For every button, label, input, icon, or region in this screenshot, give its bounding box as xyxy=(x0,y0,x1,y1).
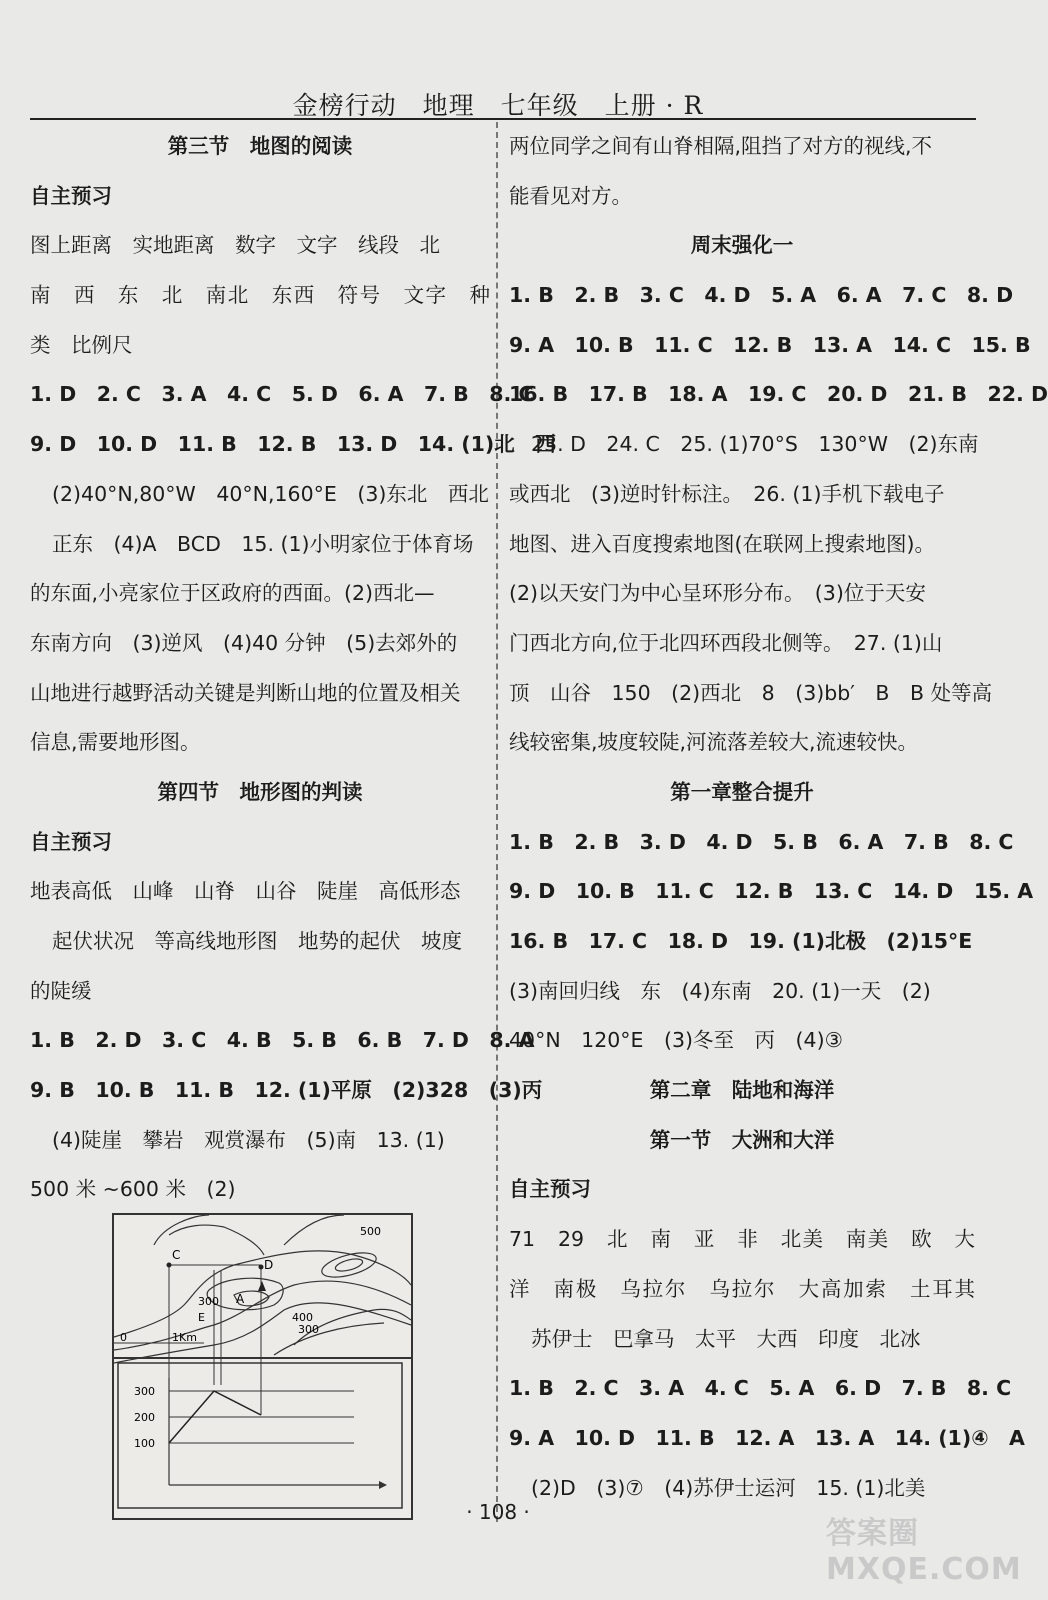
left-column xyxy=(30,122,556,1215)
section-heading: 第三节 地图的阅读 xyxy=(167,134,353,158)
answer-line: (3)南回归线 东 (4)东南 20. (1)一天 (2) xyxy=(509,978,931,1003)
answer-line: 东南方向 (3)逆风 (4)40 分钟 (5)去郊外的 xyxy=(30,630,458,655)
answer-line: (2)D (3)⑦ (4)苏伊士运河 15. (1)北美 xyxy=(531,1475,926,1500)
label-c: C xyxy=(172,1248,181,1262)
section-heading: 第二章 陆地和海洋 xyxy=(649,1078,835,1103)
label-e: E xyxy=(198,1311,205,1324)
answer-line: 1. B 2. C 3. A 4. C 5. A 6. D 7. B 8. C xyxy=(509,1376,1012,1401)
label-contour-300-a: 300 xyxy=(198,1295,219,1308)
contour-line xyxy=(114,1281,411,1350)
contour-line xyxy=(169,1225,264,1255)
contour-line xyxy=(284,1215,344,1245)
header-rule xyxy=(30,118,976,120)
contour-500-inner xyxy=(334,1257,364,1274)
answer-line: 16. B 17. B 18. A 19. C 20. D 21. B 22. D xyxy=(509,382,1048,407)
subsection-heading: 自主预习 xyxy=(30,183,112,208)
profile-tick-300: 300 xyxy=(134,1385,155,1398)
answer-line: 23. D 24. C 25. (1)70°S 130°W (2)东南 xyxy=(531,432,979,457)
answer-line: 顶 山谷 150 (2)西北 8 (3)bb′ B B 处等高 xyxy=(509,680,993,705)
answer-line: 地图、进入百度搜索地图(在联网上搜索地图)。 xyxy=(509,531,935,556)
answer-line: 苏伊士 巴拿马 太平 大西 印度 北冰 xyxy=(531,1326,921,1351)
peak-triangle-icon xyxy=(258,1281,266,1291)
contour-line xyxy=(274,1323,384,1355)
answer-line: 的东面,小亮家位于区政府的西面。(2)西北— xyxy=(30,581,435,606)
label-a: A xyxy=(236,1292,245,1306)
label-contour-500: 500 xyxy=(360,1225,381,1238)
watermark: 答案圈 MXQE.COM xyxy=(826,1516,1022,1587)
answer-line: 南 西 东 北 南北 东西 符号 文字 种 xyxy=(30,283,490,308)
answer-line: 能看见对方。 xyxy=(509,183,632,208)
label-d: D xyxy=(264,1258,274,1272)
answer-line: 地表高低 山峰 山脊 山谷 陡崖 高低形态 xyxy=(30,879,461,904)
answer-line: 500 米 ~600 米 (2) xyxy=(30,1177,236,1202)
answer-line: 两位同学之间有山脊相隔,阻挡了对方的视线,不 xyxy=(509,134,933,158)
answer-line: 线较密集,坡度较陡,河流落差较大,流速较快。 xyxy=(509,730,919,755)
subsection-heading: 自主预习 xyxy=(30,829,112,854)
answer-line: 1. D 2. C 3. A 4. C 5. D 6. A 7. B 8. C xyxy=(30,382,534,407)
profile-chart xyxy=(118,1363,402,1508)
point-d xyxy=(259,1265,264,1270)
answer-line: 类 比例尺 xyxy=(30,332,133,357)
answer-line: 9. A 10. D 11. B 12. A 13. A 14. (1)④ A xyxy=(509,1425,1025,1450)
answer-line: 9. D 10. D 11. B 12. B 13. D 14. (1)北 西 xyxy=(30,432,556,457)
profile-tick-100: 100 xyxy=(134,1437,155,1450)
label-scale: 1Km xyxy=(172,1331,197,1344)
answer-line: (2)40°N,80°W 40°N,160°E (3)东北 西北 xyxy=(52,481,489,506)
answer-line: 9. A 10. B 11. C 12. B 13. A 14. C 15. B xyxy=(509,332,1031,357)
answer-line: 1. B 2. B 3. D 4. D 5. B 6. A 7. B 8. C xyxy=(509,829,1014,854)
answer-line: 门西北方向,位于北四环西段北侧等。 27. (1)山 xyxy=(509,630,943,655)
label-contour-300-b: 300 xyxy=(298,1323,319,1336)
subsection-heading: 自主预习 xyxy=(509,1177,591,1202)
answer-line: 正东 (4)A BCD 15. (1)小明家位于体育场 xyxy=(52,531,474,556)
section-heading: 第四节 地形图的判读 xyxy=(157,779,363,804)
label-contour-400: 400 xyxy=(292,1311,313,1324)
contour-map-figure xyxy=(112,1213,413,1520)
answer-line: 71 29 北 南 亚 非 北美 南美 欧 大 xyxy=(509,1227,975,1252)
answer-line: 40°N 120°E (3)冬至 丙 (4)③ xyxy=(509,1028,843,1053)
profile-frame xyxy=(118,1363,402,1508)
contour-map-svg xyxy=(114,1215,411,1518)
answer-line: 9. B 10. B 11. B 12. (1)平原 (2)328 (3)丙 xyxy=(30,1078,543,1103)
page-header: 金榜行动 地理 七年级 上册 · R xyxy=(292,91,704,120)
section-heading: 第一节 大洲和大洋 xyxy=(649,1127,835,1152)
page-number: · 108 · xyxy=(466,1500,530,1524)
answer-line: 9. D 10. B 11. C 12. B 13. C 14. D 15. A xyxy=(509,879,1034,904)
answer-line: 起伏状况 等高线地形图 地势的起伏 坡度 xyxy=(52,929,462,953)
contour-500 xyxy=(319,1248,378,1282)
answer-line: 1. B 2. B 3. C 4. D 5. A 6. A 7. C 8. D xyxy=(509,283,1014,308)
answer-line: 或西北 (3)逆时针标注。 26. (1)手机下载电子 xyxy=(509,481,945,506)
contour-line xyxy=(154,1215,209,1245)
section-heading: 周末强化一 xyxy=(690,233,794,258)
answer-line: 1. B 2. D 3. C 4. B 5. B 6. B 7. D 8. A xyxy=(30,1028,535,1053)
section-heading: 第一章整合提升 xyxy=(670,779,814,804)
label-scale-zero: 0 xyxy=(120,1331,127,1344)
profile-tick-200: 200 xyxy=(134,1411,155,1424)
answer-line: (2)以天安门为中心呈环形分布。 (3)位于天安 xyxy=(509,581,926,606)
answer-line: (4)陡崖 攀岩 观赏瀑布 (5)南 13. (1) xyxy=(52,1127,445,1152)
answer-line: 山地进行越野活动关键是判断山地的位置及相关 xyxy=(30,680,461,705)
answer-line: 洋 南极 乌拉尔 乌拉尔 大高加索 土耳其 xyxy=(509,1276,975,1301)
point-c xyxy=(167,1263,172,1268)
answer-line: 16. B 17. C 18. D 19. (1)北极 (2)15°E xyxy=(509,929,973,953)
answer-line: 信息,需要地形图。 xyxy=(30,730,201,755)
answer-line: 图上距离 实地距离 数字 文字 线段 北 xyxy=(30,233,440,258)
column-divider xyxy=(496,122,498,1522)
right-column xyxy=(509,122,1048,1513)
x-axis-arrow-icon xyxy=(379,1481,387,1489)
answer-line: 的陡缓 xyxy=(30,978,92,1003)
